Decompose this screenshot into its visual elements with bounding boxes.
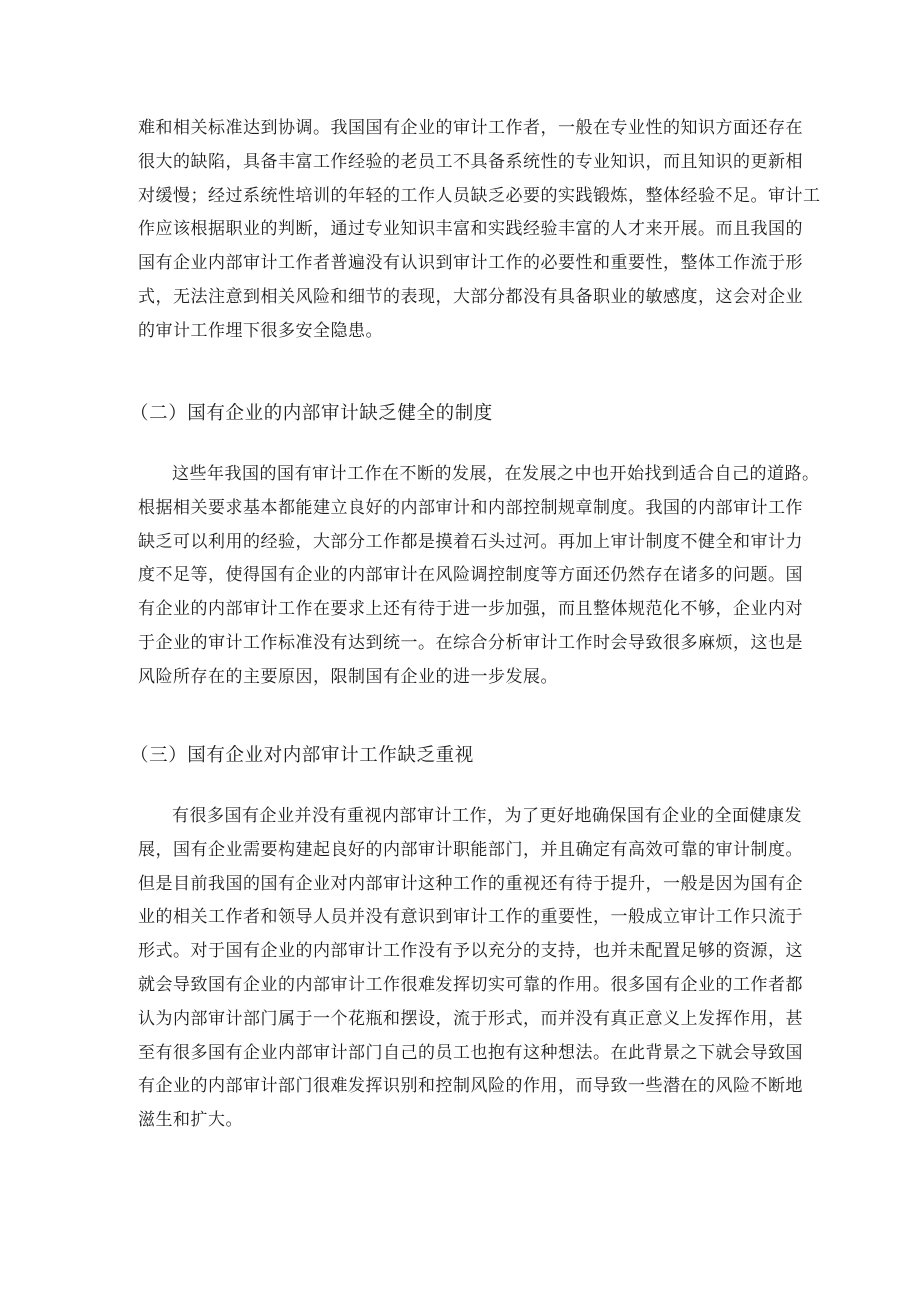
paragraph-3 [138, 806, 803, 1144]
section-heading-3: （三）国有企业对内部审计工作缺乏重视 [130, 745, 474, 766]
text-line: 缺乏可以利用的经验，大部分工作都是摸着石头过河。再加上审计制度不健全和审计力 [138, 531, 803, 552]
text-line: 但是目前我国的国有企业对内部审计这种工作的重视还有待于提升，一般是因为国有企 [138, 873, 803, 894]
text-line: 对缓慢；经过系统性培训的年轻的工作人员缺乏必要的实践锻炼，整体经验不足。审计工 [138, 185, 821, 206]
text-line: 难和相关标准达到协调。我国国有企业的审计工作者，一般在专业性的知识方面还存在 [138, 118, 803, 138]
text-line: 认为内部审计部门属于一个花瓶和摆设，流于形式，而并没有真正意义上发挥作用，甚 [138, 1008, 803, 1029]
section-heading-2: （二）国有企业的内部审计缺乏健全的制度 [130, 403, 493, 424]
paragraph-2 [138, 464, 820, 701]
text-line: 根据相关要求基本都能建立良好的内部审计和内部控制规章制度。我国的内部审计工作 [138, 497, 803, 518]
text-line: 滋生和扩大。 [138, 1110, 243, 1131]
text-line: 就会导致国有企业的内部审计工作很难发挥切实可靠的作用。很多国有企业的工作者都 [138, 974, 803, 995]
text-line: 作应该根据职业的判断，通过专业知识丰富和实践经验丰富的人才来开展。而且我国的 [138, 219, 803, 240]
text-line: 度不足等，使得国有企业的内部审计在风险调控制度等方面还仍然存在诸多的问题。国 [138, 565, 803, 586]
text-line: 于企业的审计工作标准没有达到统一。在综合分析审计工作时会导致很多麻烦，这也是 [138, 632, 803, 653]
paragraph-1 [138, 118, 821, 341]
text-line: 国有企业内部审计工作者普遍没有认识到审计工作的必要性和重要性，整体工作流于形 [138, 253, 803, 274]
text-line: 式，无法注意到相关风险和细节的表现，大部分都没有具备职业的敏感度，这会对企业 [138, 286, 803, 307]
text-line: 业的相关工作者和领导人员并没有意识到审计工作的重要性，一般成立审计工作只流于 [138, 907, 803, 928]
text-line: 有企业的内部审计工作在要求上还有待于进一步加强，而且整体规范化不够，企业内对 [138, 599, 803, 620]
text-line: 风险所存在的主要原因，限制国有企业的进一步发展。 [138, 666, 558, 687]
text-line: 有很多国有企业并没有重视内部审计工作，为了更好地确保国有企业的全面健康发 [172, 806, 802, 826]
text-line: 至有很多国有企业内部审计部门自己的员工也抱有这种想法。在此背景之下就会导致国 [138, 1042, 803, 1063]
text-line: 有企业的内部审计部门很难发挥识别和控制风险的作用，而导致一些潜在的风险不断地 [138, 1076, 803, 1097]
text-line: 形式。对于国有企业的内部审计工作没有予以充分的支持，也并未配置足够的资源，这 [138, 941, 803, 962]
text-line: 的审计工作埋下很多安全隐患。 [138, 320, 383, 341]
text-line: 这些年我国的国有审计工作在不断的发展，在发展之中也开始找到适合自己的道路。 [172, 464, 820, 484]
text-line: 很大的缺陷，具备丰富工作经验的老员工不具备系统性的专业知识，而且知识的更新相 [138, 151, 803, 172]
text-line: 展，国有企业需要构建起良好的内部审计职能部门，并且确定有高效可靠的审计制度。 [138, 839, 803, 860]
document-page [130, 118, 821, 1131]
